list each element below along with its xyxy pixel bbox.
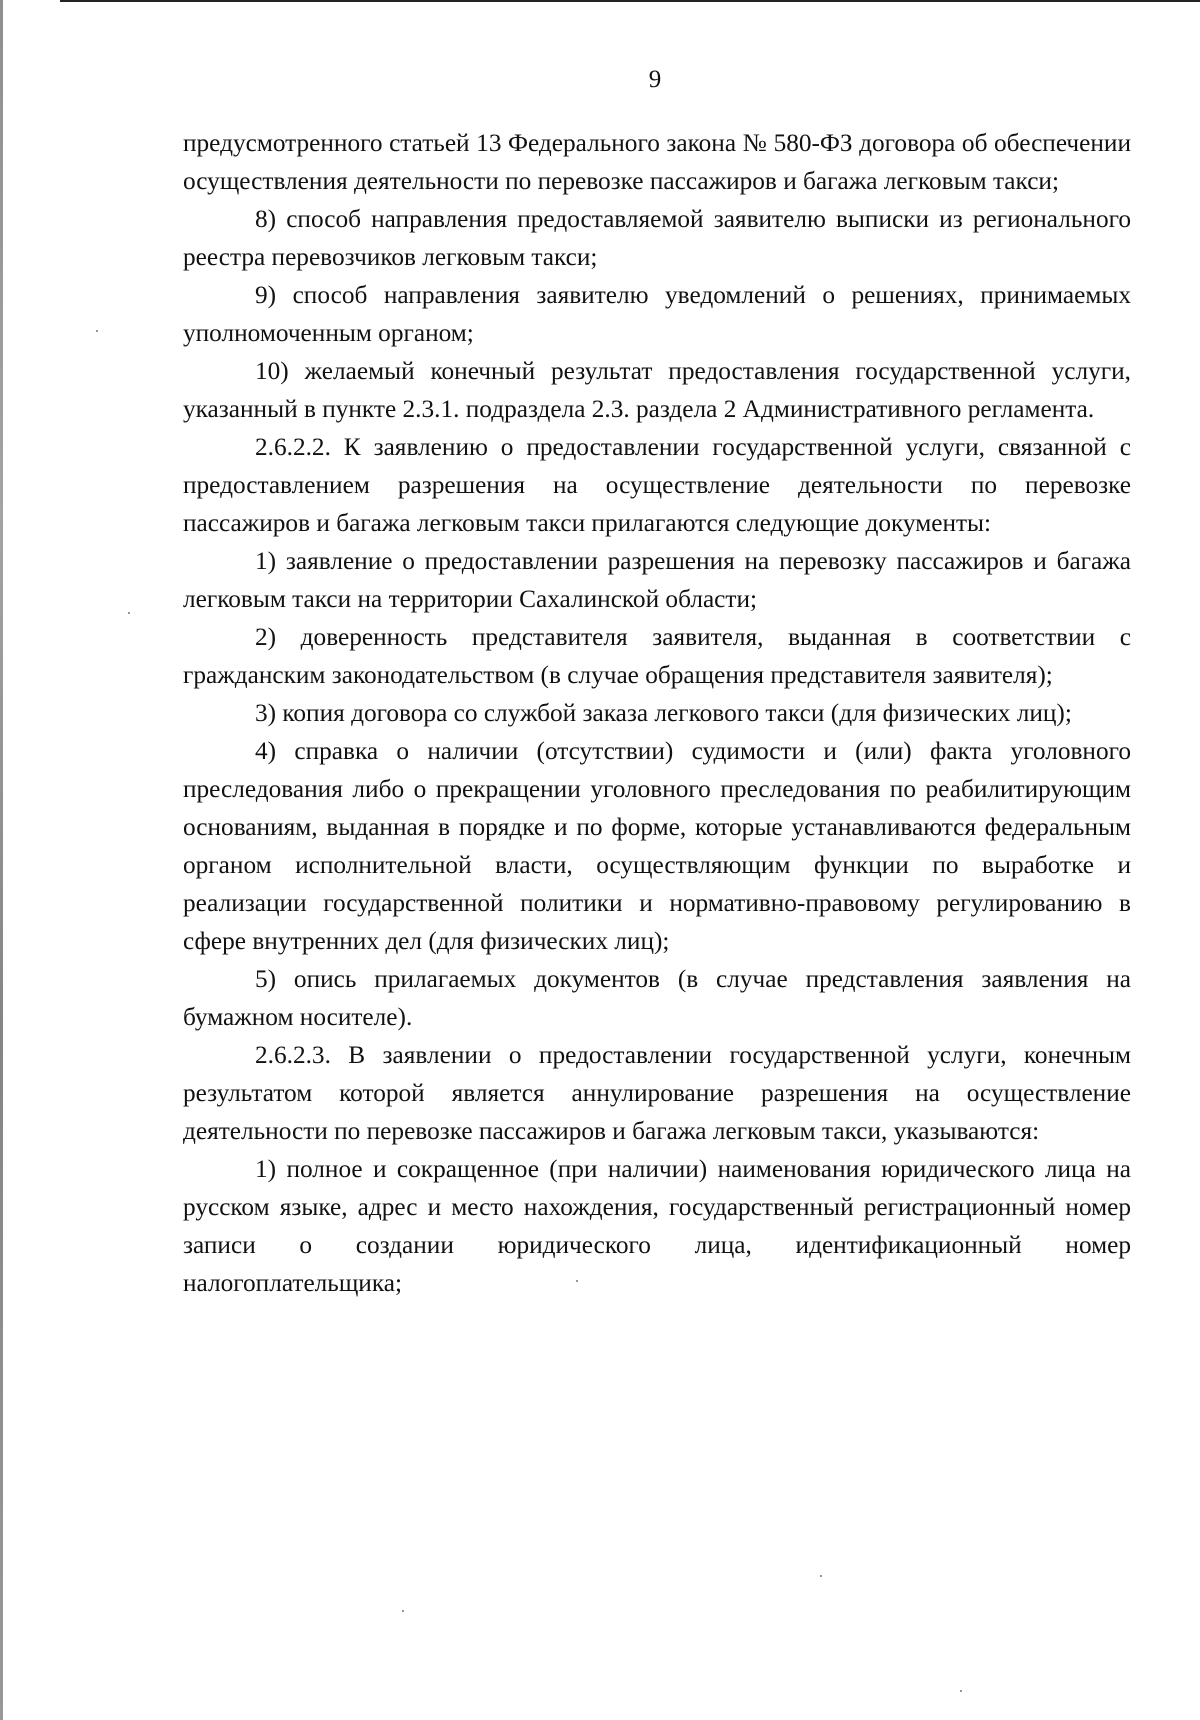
scan-speck — [820, 1575, 822, 1577]
paragraph-item-8: 8) способ направления предоставляемой заявителю выписки из регионального реестра перевозчиков легковым такси; — [183, 205, 1131, 271]
scan-speck — [96, 330, 98, 332]
paragraph-document-1: 1) заявление о предоставлении разрешения на перевозку пассажиров и багажа легковым такси на территории Сахалинской области; — [183, 547, 1131, 613]
paragraph-continuation: предусмотренного статьей 13 Федерального закона № 580-ФЗ договора об обеспечении осуществления деятельности по перевозке пассажиров и багажа легковым такси; — [183, 129, 1131, 195]
paragraph-section-2-6-2-2: 2.6.2.2. К заявлению о предоставлении государственной услуги, связанной с предоставлением разрешения на осуществление деятельности по перевозке пассажиров и багажа легковым такси прилагаются следующие документы: — [183, 433, 1131, 537]
scan-left-edge — [0, 0, 3, 1720]
paragraph-item-10: 10) желаемый конечный результат предоставления государственной услуги, указанный в пункте 2.3.1. подраздела 2.3. раздела 2 Административного регламента. — [183, 357, 1131, 423]
paragraph-annulment-1: 1) полное и сокращенное (при наличии) наименования юридического лица на русском языке, адрес и место нахождения, государственный регистрационный номер записи о создании юридического лица, идентификационный номер налогоплательщика; — [183, 1155, 1131, 1297]
page-number: 9 — [648, 66, 662, 93]
scan-speck — [576, 1280, 578, 1282]
paragraph-document-3: 3) копия договора со службой заказа легкового такси (для физических лиц); — [255, 699, 1072, 727]
scan-speck — [128, 612, 130, 614]
scan-speck — [960, 1690, 962, 1692]
paragraph-document-5: 5) опись прилагаемых документов (в случае представления заявления на бумажном носителе). — [183, 965, 1131, 1031]
document-body — [183, 124, 1131, 1302]
paragraph-section-2-6-2-3: 2.6.2.3. В заявлении о предоставлении государственной услуги, конечным результатом которой является аннулирование разрешения на осуществление деятельности по перевозке пассажиров и багажа легковым такси, указываются: — [183, 1041, 1131, 1145]
scan-speck — [402, 1610, 404, 1612]
scan-top-edge — [60, 0, 1200, 2]
paragraph-item-9: 9) способ направления заявителю уведомлений о решениях, принимаемых уполномоченным органом; — [183, 281, 1131, 347]
paragraph-document-2: 2) доверенность представителя заявителя, выданная в соответствии с гражданским законодательством (в случае обращения представителя заявителя); — [183, 623, 1131, 689]
paragraph-document-4: 4) справка о наличии (отсутствии) судимости и (или) факта уголовного преследования либо о прекращении уголовного преследования по реабилитирующим основаниям, выданная в порядке и по форме, которые устанавливаются федеральным органом исполнительной власти, осуществляющим функции по выработке и реализации государственной политики и нормативно-правовому регулированию в сфере внутренних дел (для физических лиц); — [183, 737, 1131, 955]
